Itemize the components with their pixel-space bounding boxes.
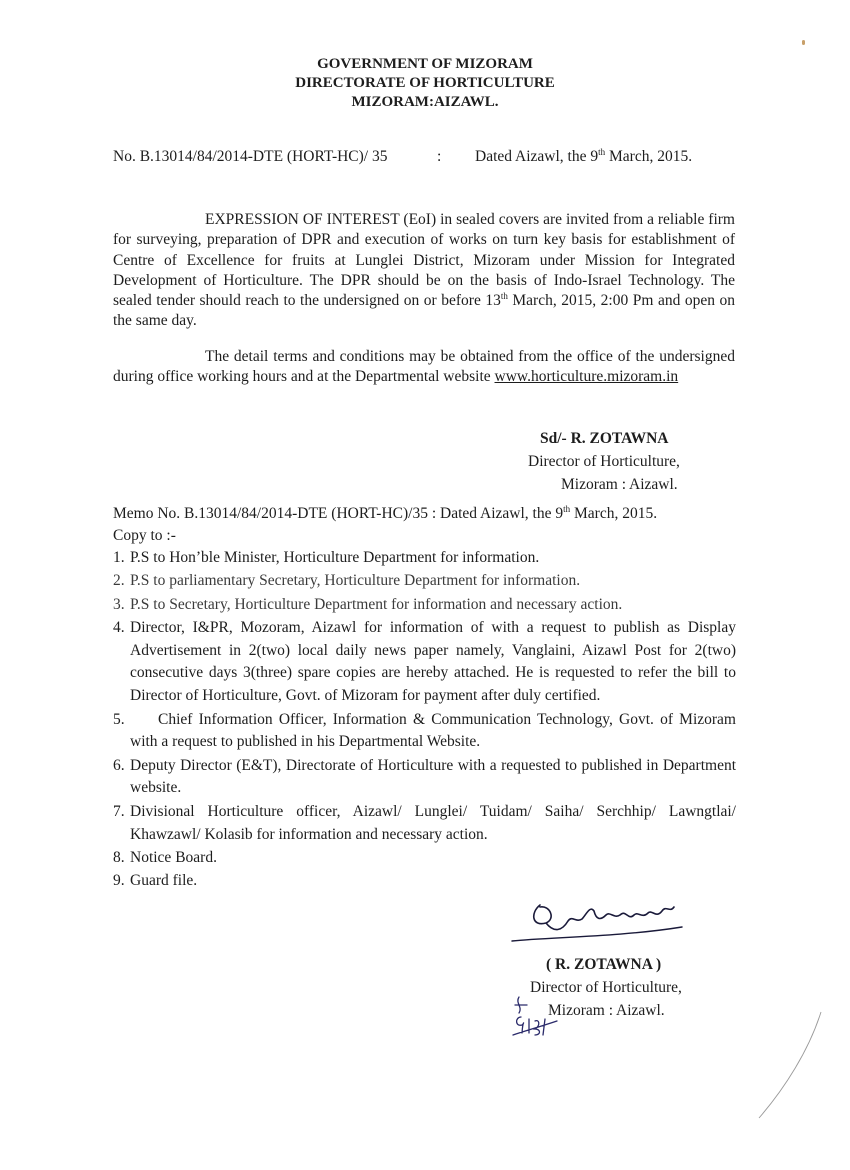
signatory-designation: Director of Horticulture, — [528, 453, 680, 470]
signatory-name: Sd/- R. ZOTAWNA — [540, 430, 669, 447]
list-item: 7. Divisional Horticulture officer, Aizawl/ Lunglei/ Tuidam/ Saiha/ Serchhip/ Lawngtlai/ Khawzawl/ Kolasib for information and necessary action. — [113, 802, 736, 843]
signatory-block-1 — [528, 427, 680, 496]
signatory-name: ( R. ZOTAWNA ) — [546, 956, 662, 973]
signatory-place: Mizoram : Aizawl. — [561, 476, 678, 493]
list-item: 3. P.S to Secretary, Horticulture Department for information and necessary action. — [113, 595, 623, 613]
list-item: 4. Director, I&PR, Mozoram, Aizawl for information of with a request to publish as Display Advertisement in 2(two) local daily news paper namely, Vanglaini, Aizawl Post for 2(two) consecutive days 3(three) spare copies are hereby attached. He is requested to refer the bill to Director of Horticulture, Govt. of Mizoram for payment after duly certified. — [113, 618, 736, 705]
terms-paragraph: The detail terms and conditions may be obtained from the office of the undersigned during office working hours and at the Departmental website www.horticulture.mizoram.in — [113, 348, 735, 386]
letterhead-line-1: GOVERNMENT OF MIZORAM — [317, 56, 533, 72]
copy-to-label: Copy to :- — [113, 527, 176, 544]
paper-crease-mark — [755, 1010, 825, 1120]
list-item: 6. Deputy Director (E&T), Directorate of Horticulture with a requested to published in Department website. — [113, 756, 736, 797]
list-item: 9. Guard file. — [113, 872, 198, 890]
list-item: 2. P.S to parliamentary Secretary, Horticulture Department for information. — [113, 572, 581, 590]
memo-block — [113, 503, 743, 547]
handwritten-initials — [505, 995, 565, 1040]
eoi-paragraph: EXPRESSION OF INTEREST (EoI) in sealed covers are invited from a reliable firm for surveying, preparation of DPR and execution of works on turn key basis for establishment of Centre of Excellence for fruits at Lunglei District, Mizoram under Mission for Integrated Development of Horticulture. The DPR should be on the basis of Indo-Israel Technology. The sealed tender should reach to the undersigned on or before 13th March, 2015, 2:00 Pm and open on the same day. — [113, 211, 736, 330]
reference-number: No. B.13014/84/2014-DTE (HORT-HC)/ 35 — [113, 148, 388, 165]
list-item: 1. P.S to Hon’ble Minister, Horticulture Department for information. — [113, 549, 540, 566]
letterhead-line-3: MIZORAM:AIZAWL. — [351, 94, 499, 110]
handwritten-signature — [510, 893, 690, 953]
letterhead-line-2: DIRECTORATE OF HORTICULTURE — [295, 75, 555, 91]
copy-list — [113, 547, 736, 893]
reference-separator: : — [437, 148, 442, 165]
reference-line — [113, 148, 723, 166]
letterhead — [0, 55, 850, 112]
paper-speck — [802, 40, 805, 45]
website-link[interactable]: www.horticulture.mizoram.in — [494, 368, 679, 386]
signatory-designation: Director of Horticulture, — [530, 979, 682, 996]
memo-line: Memo No. B.13014/84/2014-DTE (HORT-HC)/35 : Dated Aizawl, the 9th March, 2015. — [113, 504, 658, 522]
list-item: 8. Notice Board. — [113, 848, 217, 866]
reference-date: Dated Aizawl, the 9th March, 2015. — [475, 147, 693, 165]
signatory-place: Mizoram : Aizawl. — [548, 1002, 665, 1019]
list-item: 5. Chief Information Officer, Information & Communication Technology, Govt. of Mizoram with a request to published in his Departmental Website. — [113, 710, 736, 751]
